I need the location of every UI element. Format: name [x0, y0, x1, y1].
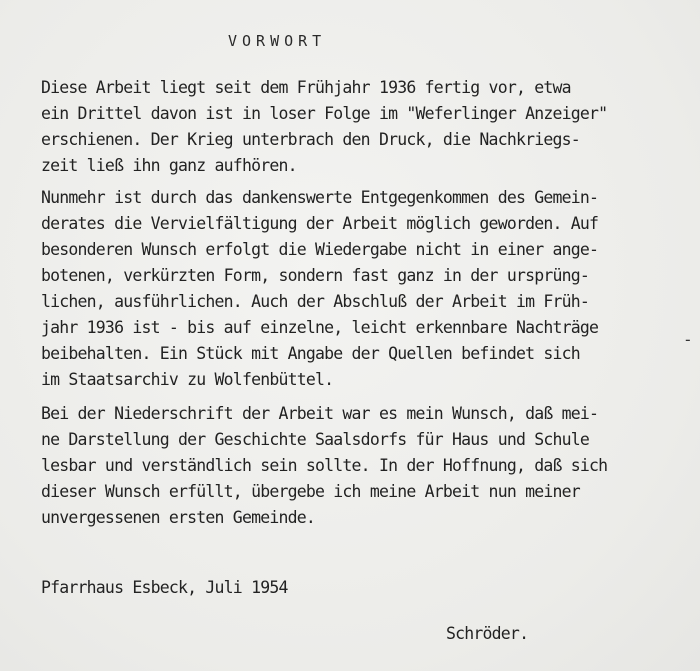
place-and-date: Pfarrhaus Esbeck, Juli 1954 [41, 578, 288, 597]
paragraph-1-line-1: Diese Arbeit liegt seit dem Frühjahr 1936 fertig vor, etwa [41, 78, 571, 97]
paragraph-2-line-8: im Staatsarchiv zu Wolfenbüttel. [41, 370, 334, 389]
paragraph-2-line-1: Nunmehr ist durch das dankenswerte Entgegenkommen des Gemein- [41, 188, 599, 207]
paragraph-3-line-2: ne Darstellung der Geschichte Saalsdorfs für Haus und Schule [41, 430, 590, 449]
paragraph-3-line-3: lesbar und verständlich sein sollte. In der Hoffnung, daß sich [41, 456, 608, 475]
paragraph-2-line-6: jahr 1936 ist - bis auf einzelne, leicht erkennbare Nachträge [41, 318, 599, 337]
paragraph-3-line-4: dieser Wunsch erfüllt, übergebe ich meine Arbeit nun meiner [41, 482, 580, 501]
paragraph-2-line-3: besonderen Wunsch erfolgt die Wiedergabe nicht in einer ange- [41, 240, 599, 259]
paragraph-2-line-4: botenen, verkürzten Form, sondern fast ganz in der ursprüng- [41, 266, 590, 285]
paragraph-1-line-4: zeit ließ ihn ganz aufhören. [41, 156, 297, 175]
paragraph-1-line-3: erschienen. Der Krieg unterbrach den Druck, die Nachkriegs- [41, 130, 580, 149]
paragraph-2-line-5: lichen, ausführlichen. Auch der Abschluß der Arbeit im Früh- [41, 292, 590, 311]
margin-dash-mark: - [683, 330, 693, 349]
paragraph-2-line-2: derates die Vervielfältigung der Arbeit möglich geworden. Auf [41, 214, 599, 233]
document-title: VORWORT [228, 32, 327, 50]
paragraph-3-line-5: unvergessenen ersten Gemeinde. [41, 508, 316, 527]
author-signature: Schröder. [446, 624, 529, 643]
paragraph-1-line-2: ein Drittel davon ist in loser Folge im "Weferlinger Anzeiger" [41, 104, 608, 123]
paragraph-2-line-7: beibehalten. Ein Stück mit Angabe der Quellen befindet sich [41, 344, 580, 363]
paragraph-3-line-1: Bei der Niederschrift der Arbeit war es mein Wunsch, daß mei- [41, 404, 599, 423]
